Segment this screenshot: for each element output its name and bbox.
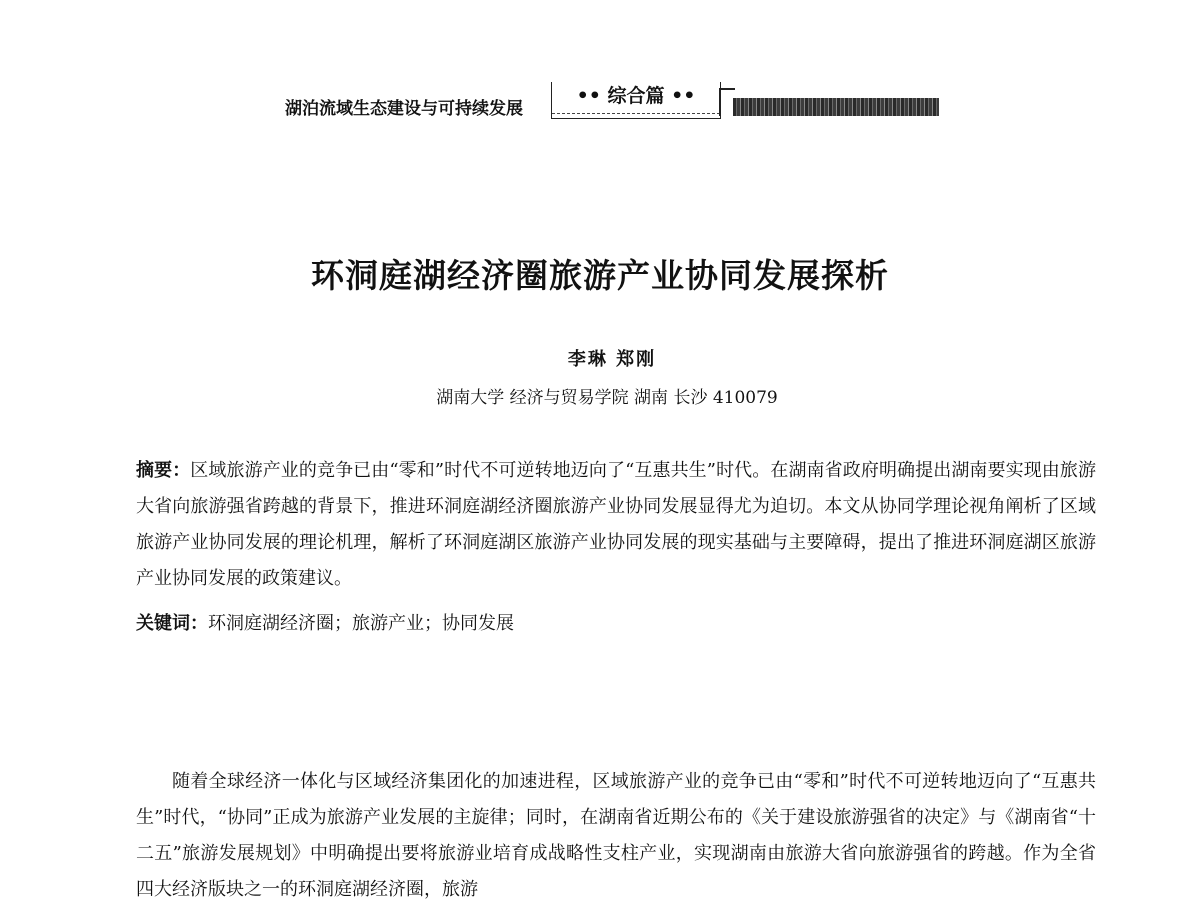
paper-title: 环洞庭湖经济圈旅游产业协同发展探析: [311, 256, 889, 295]
header-section-label: •• 综合篇 ••: [551, 82, 721, 119]
abstract: [136, 453, 1096, 597]
header-decorative-bar: [733, 98, 939, 116]
keywords-label: 关键词：: [136, 613, 208, 634]
keywords: [136, 610, 1096, 638]
authors: 李琳 郑刚: [567, 349, 657, 370]
body-paragraph: 随着全球经济一体化与区域经济集团化的加速进程，区域旅游产业的竞争已由“零和”时代不可逆转地迈向了“互惠共生”时代，“协同”正成为旅游产业发展的主旋律；同时，在湖南省近期公布的《关于建设旅游强省的决定》与《湖南省“十二五”旅游发展规划》中明确提出要将旅游业培育成战略性支柱产业，实现湖南由旅游大省向旅游强省的跨越。作为全省四大经济版块之一的环洞庭湖经济圈，旅游: [136, 771, 1096, 900]
header-series-name: 湖泊流域生态建设与可持续发展: [285, 99, 523, 119]
abstract-text: 区域旅游产业的竞争已由“零和”时代不可逆转地迈向了“互惠共生”时代。在湖南省政府明确提出湖南要实现由旅游大省向旅游强省跨越的背景下，推进环洞庭湖经济圈旅游产业协同发展显得尤为迫切。本文从协同学理论视角阐析了区域旅游产业协同发展的理论机理，解析了环洞庭湖区旅游产业协同发展的现实基础与主要障碍，提出了推进环洞庭湖区旅游产业协同发展的政策建议。: [136, 460, 1096, 589]
abstract-label: 摘要：: [136, 460, 191, 481]
affiliation: 湖南大学 经济与贸易学院 湖南 长沙 410079: [436, 388, 778, 408]
keywords-text: 环洞庭湖经济圈；旅游产业；协同发展: [208, 613, 514, 634]
